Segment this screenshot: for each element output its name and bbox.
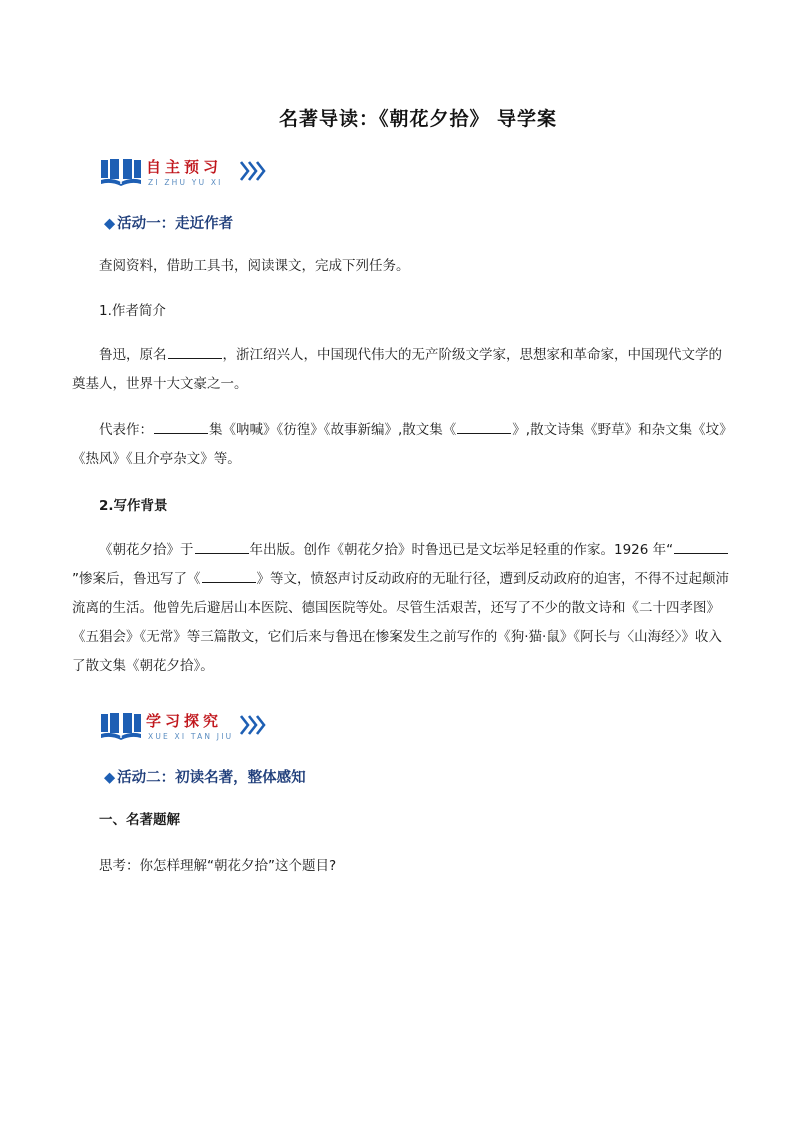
section-label: 学习探究 <box>146 712 223 730</box>
activity-1-heading: ◆ 活动一：走近作者 <box>104 216 234 232</box>
section-pinyin: ZI ZHU YU XI <box>148 178 223 187</box>
author-bio: 鲁迅，原名 ，浙江绍兴人，中国现代伟大的无产阶级文学家，思想家和革命家，中国现代文学的奠基人，世界十大文豪之一。 <box>72 341 732 399</box>
fill-blank[interactable] <box>168 344 222 359</box>
open-book-icon <box>100 712 142 740</box>
section-banner-explore <box>100 712 300 742</box>
section-pinyin: XUE XI TAN JIU <box>148 732 234 741</box>
writing-background: 《朝花夕拾》于 年出版。创作《朝花夕拾》时鲁迅已是文坛举足轻重的作家。1926 年“”惨案后，鲁迅写了《 》等文，愤怒声讨反动政府的无耻行径，遭到反动政府的迫害，不得不过起颠沛流离的生活。他曾先后避居山本医院、德国医院等处。尽管生活艰苦，还写了不少的散文诗和《二十四孝图》《五猖会》《无常》等三篇散文，它们后来与鲁迅在惨案发生之前写作的《狗·猫·鼠》《阿长与〈山海经〉》收入了散文集《朝花夕拾》。 <box>72 536 732 681</box>
fill-blank[interactable] <box>154 419 208 434</box>
activity-1-intro: 查阅资料，借助工具书，阅读课文，完成下列任务。 <box>99 258 410 274</box>
sub-heading-title-interpretation: 一、名著题解 <box>99 812 180 828</box>
fill-blank[interactable] <box>195 539 249 554</box>
page-title: 名著导读：《朝花夕拾》 导学案 <box>278 108 558 130</box>
fill-blank[interactable] <box>674 539 728 554</box>
question-text: 思考：你怎样理解“朝花夕拾”这个题目? <box>99 858 337 874</box>
fill-blank[interactable] <box>457 419 511 434</box>
item-2-title: 2.写作背景 <box>99 498 168 514</box>
diamond-bullet-icon: ◆ <box>104 770 116 786</box>
fill-blank[interactable] <box>202 568 256 583</box>
representative-works: 代表作： 集《呐喊》《彷徨》《故事新编》,散文集《 》,散文诗集《野草》和杂文集《坟》《热风》《且介亭杂文》等。 <box>72 416 732 474</box>
item-1-title: 1.作者简介 <box>99 303 166 319</box>
section-label: 自主预习 <box>146 158 223 176</box>
open-book-icon <box>100 158 142 186</box>
activity-2-heading: ◆ 活动二：初读名著，整体感知 <box>104 770 306 786</box>
triple-chevron-icon <box>240 714 266 736</box>
section-banner-preview <box>100 158 300 188</box>
triple-chevron-icon <box>240 160 266 182</box>
diamond-bullet-icon: ◆ <box>104 216 116 232</box>
